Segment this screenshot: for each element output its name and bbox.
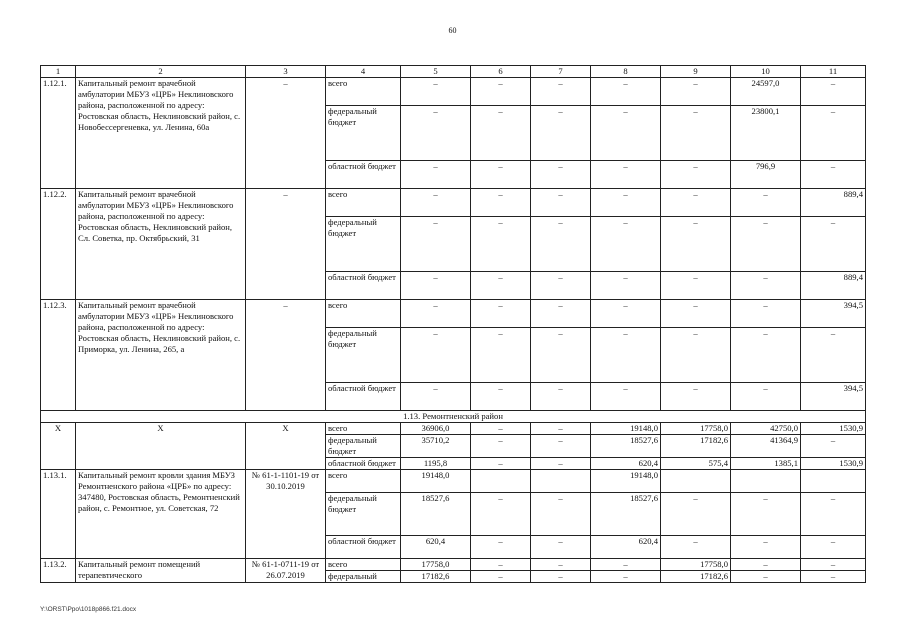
total-marker: Х <box>41 423 76 470</box>
budget-label: всего <box>326 78 401 106</box>
value-cell: – <box>591 78 661 106</box>
value-cell: 620,4 <box>401 536 471 559</box>
header-cell: 9 <box>661 66 731 78</box>
value-cell: – <box>591 271 661 299</box>
header-cell: 10 <box>731 66 801 78</box>
value-cell: – <box>591 382 661 410</box>
table-row <box>41 559 866 571</box>
value-cell: – <box>731 189 801 217</box>
header-row <box>41 66 866 78</box>
value-cell: – <box>471 78 531 106</box>
object-name: Капитальный ремонт врачебной амбулатории МБУЗ «ЦРБ» Неклиновского района, расположенной по адресу: Ростовская область, Неклиновский район, с. Новобессергеневка, ул. Ленина, 60а <box>76 78 246 189</box>
budget-label: федеральный бюджет <box>326 492 401 536</box>
budget-label: всего <box>326 470 401 493</box>
value-cell: – <box>471 217 531 271</box>
value-cell: – <box>591 160 661 188</box>
value-cell: – <box>801 78 866 106</box>
value-cell: – <box>731 328 801 382</box>
value-cell: – <box>591 559 661 571</box>
value-cell: – <box>401 328 471 382</box>
budget-label: областной бюджет <box>326 271 401 299</box>
table-row <box>41 470 866 493</box>
value-cell: – <box>471 106 531 160</box>
table-row <box>41 423 866 435</box>
header-cell: 5 <box>401 66 471 78</box>
header-cell: 2 <box>76 66 246 78</box>
budget-label: областной бюджет <box>326 160 401 188</box>
value-cell: 1530,9 <box>801 458 866 470</box>
value-cell: – <box>801 559 866 571</box>
value-cell: 17758,0 <box>661 423 731 435</box>
value-cell: – <box>531 217 591 271</box>
value-cell: – <box>661 106 731 160</box>
value-cell: – <box>801 571 866 583</box>
object-name: Капитальный ремонт врачебной амбулатории МБУЗ «ЦРБ» Неклиновского района, расположенной по адресу: Ростовская область, Неклиновский район, Сл. Советка, пр. Октябрьский, 31 <box>76 189 246 300</box>
value-cell: – <box>471 536 531 559</box>
value-cell: – <box>531 328 591 382</box>
header-cell: 4 <box>326 66 401 78</box>
approval-cell: № 61-1-1101-19 от 30.10.2019 <box>246 470 326 559</box>
value-cell <box>471 470 531 493</box>
value-cell: – <box>531 435 591 458</box>
approval-cell: № 61-1-0711-19 от 26.07.2019 <box>246 559 326 583</box>
table-row <box>41 300 866 328</box>
row-number: 1.12.2. <box>41 189 76 300</box>
value-cell: – <box>471 458 531 470</box>
value-cell: – <box>801 536 866 559</box>
value-cell: 394,5 <box>801 382 866 410</box>
value-cell: – <box>591 328 661 382</box>
budget-label: федеральный бюджет <box>326 106 401 160</box>
value-cell: 35710,2 <box>401 435 471 458</box>
value-cell: 18527,6 <box>591 435 661 458</box>
value-cell: – <box>531 492 591 536</box>
value-cell: – <box>471 559 531 571</box>
value-cell: – <box>801 106 866 160</box>
row-number: 1.13.2. <box>41 559 76 583</box>
value-cell <box>531 470 591 493</box>
value-cell: 24597,0 <box>731 78 801 106</box>
value-cell: – <box>471 492 531 536</box>
value-cell: 620,4 <box>591 536 661 559</box>
value-cell: – <box>531 78 591 106</box>
section-title: 1.13. Ремонтненский район <box>41 411 866 423</box>
value-cell: 19148,0 <box>401 470 471 493</box>
value-cell: – <box>531 271 591 299</box>
value-cell: 41364,9 <box>731 435 801 458</box>
value-cell: – <box>531 559 591 571</box>
header-cell: 6 <box>471 66 531 78</box>
value-cell: – <box>531 300 591 328</box>
value-cell: – <box>661 160 731 188</box>
value-cell: – <box>661 536 731 559</box>
value-cell: 18527,6 <box>591 492 661 536</box>
value-cell: – <box>401 382 471 410</box>
table-row <box>41 189 866 217</box>
value-cell: – <box>801 160 866 188</box>
value-cell: 575,4 <box>661 458 731 470</box>
header-cell: 1 <box>41 66 76 78</box>
value-cell <box>731 470 801 493</box>
value-cell: – <box>401 217 471 271</box>
value-cell: – <box>471 571 531 583</box>
value-cell: – <box>801 492 866 536</box>
value-cell: – <box>471 271 531 299</box>
table-row <box>41 78 866 106</box>
value-cell: – <box>731 300 801 328</box>
value-cell: – <box>531 536 591 559</box>
value-cell: – <box>731 571 801 583</box>
value-cell: 889,4 <box>801 189 866 217</box>
value-cell: – <box>661 328 731 382</box>
value-cell: – <box>661 271 731 299</box>
value-cell: – <box>731 536 801 559</box>
value-cell: – <box>801 328 866 382</box>
value-cell: 17758,0 <box>661 559 731 571</box>
value-cell: 19148,0 <box>591 470 661 493</box>
section-row <box>41 411 866 423</box>
row-number: 1.13.1. <box>41 470 76 559</box>
header-cell: 11 <box>801 66 866 78</box>
value-cell <box>661 470 731 493</box>
value-cell: – <box>801 435 866 458</box>
file-path-footer: Y:\ORST\Ppo\1018p866.f21.docx <box>40 606 137 613</box>
page-number: 60 <box>448 26 457 35</box>
row-number: 1.12.1. <box>41 78 76 189</box>
value-cell: – <box>471 300 531 328</box>
value-cell: – <box>591 106 661 160</box>
budget-label: федеральный <box>326 571 401 583</box>
value-cell: – <box>401 106 471 160</box>
value-cell: – <box>531 458 591 470</box>
value-cell: 620,4 <box>591 458 661 470</box>
header-cell: 3 <box>246 66 326 78</box>
value-cell: – <box>661 382 731 410</box>
value-cell: – <box>401 160 471 188</box>
value-cell: 889,4 <box>801 271 866 299</box>
value-cell: – <box>591 571 661 583</box>
budget-label: всего <box>326 189 401 217</box>
value-cell: – <box>731 217 801 271</box>
value-cell: – <box>531 160 591 188</box>
value-cell: 17182,6 <box>661 435 731 458</box>
value-cell: – <box>471 160 531 188</box>
value-cell: 394,5 <box>801 300 866 328</box>
value-cell <box>801 470 866 493</box>
value-cell: – <box>591 217 661 271</box>
value-cell: – <box>661 189 731 217</box>
object-name: Капитальный ремонт врачебной амбулатории МБУЗ «ЦРБ» Неклиновского района, расположенной по адресу: Ростовская область, Неклиновский район, с. Приморка, ул. Ленина, 265, а <box>76 300 246 411</box>
value-cell: – <box>661 78 731 106</box>
value-cell: 1195,8 <box>401 458 471 470</box>
budget-label: федеральный бюджет <box>326 217 401 271</box>
budget-label: федеральный бюджет <box>326 435 401 458</box>
value-cell: – <box>531 423 591 435</box>
value-cell: 42750,0 <box>731 423 801 435</box>
object-name: Капитальный ремонт помещений терапевтического <box>76 559 246 583</box>
value-cell: – <box>731 492 801 536</box>
value-cell: 1385,1 <box>731 458 801 470</box>
value-cell: 19148,0 <box>591 423 661 435</box>
value-cell: – <box>471 328 531 382</box>
value-cell: 796,9 <box>731 160 801 188</box>
header-cell: 7 <box>531 66 591 78</box>
value-cell: – <box>401 189 471 217</box>
value-cell: – <box>471 189 531 217</box>
value-cell: – <box>801 217 866 271</box>
value-cell: – <box>531 106 591 160</box>
value-cell: – <box>591 189 661 217</box>
budget-label: всего <box>326 423 401 435</box>
value-cell: 18527,6 <box>401 492 471 536</box>
row-number: 1.12.3. <box>41 300 76 411</box>
value-cell: – <box>401 271 471 299</box>
value-cell: – <box>591 300 661 328</box>
value-cell: – <box>531 189 591 217</box>
total-marker: Х <box>246 423 326 470</box>
value-cell: 36906,0 <box>401 423 471 435</box>
value-cell: 1530,9 <box>801 423 866 435</box>
value-cell: – <box>471 382 531 410</box>
budget-label: областной бюджет <box>326 382 401 410</box>
value-cell: – <box>731 559 801 571</box>
approval-cell: – <box>246 189 326 300</box>
approval-cell: – <box>246 300 326 411</box>
value-cell: – <box>661 492 731 536</box>
value-cell: 17182,6 <box>661 571 731 583</box>
value-cell: – <box>731 271 801 299</box>
budget-label: областной бюджет <box>326 458 401 470</box>
budget-label: федеральный бюджет <box>326 328 401 382</box>
value-cell: – <box>531 382 591 410</box>
total-marker: Х <box>76 423 246 470</box>
value-cell: – <box>531 571 591 583</box>
value-cell: – <box>401 300 471 328</box>
object-name: Капитальный ремонт кровли здания МБУЗ Ремонтненского района «ЦРБ» по адресу: 347480, Ростовская область, Ремонтненский район, с. Ремонтное, ул. Советская, 72 <box>76 470 246 559</box>
budget-label: областной бюджет <box>326 536 401 559</box>
value-cell: – <box>731 382 801 410</box>
value-cell: 17182,6 <box>401 571 471 583</box>
budget-label: всего <box>326 559 401 571</box>
value-cell: 23800,1 <box>731 106 801 160</box>
value-cell: – <box>661 217 731 271</box>
budget-label: всего <box>326 300 401 328</box>
value-cell: 17758,0 <box>401 559 471 571</box>
budget-table <box>40 65 866 583</box>
value-cell: – <box>401 78 471 106</box>
value-cell: – <box>661 300 731 328</box>
value-cell: – <box>471 435 531 458</box>
value-cell: – <box>471 423 531 435</box>
approval-cell: – <box>246 78 326 189</box>
header-cell: 8 <box>591 66 661 78</box>
